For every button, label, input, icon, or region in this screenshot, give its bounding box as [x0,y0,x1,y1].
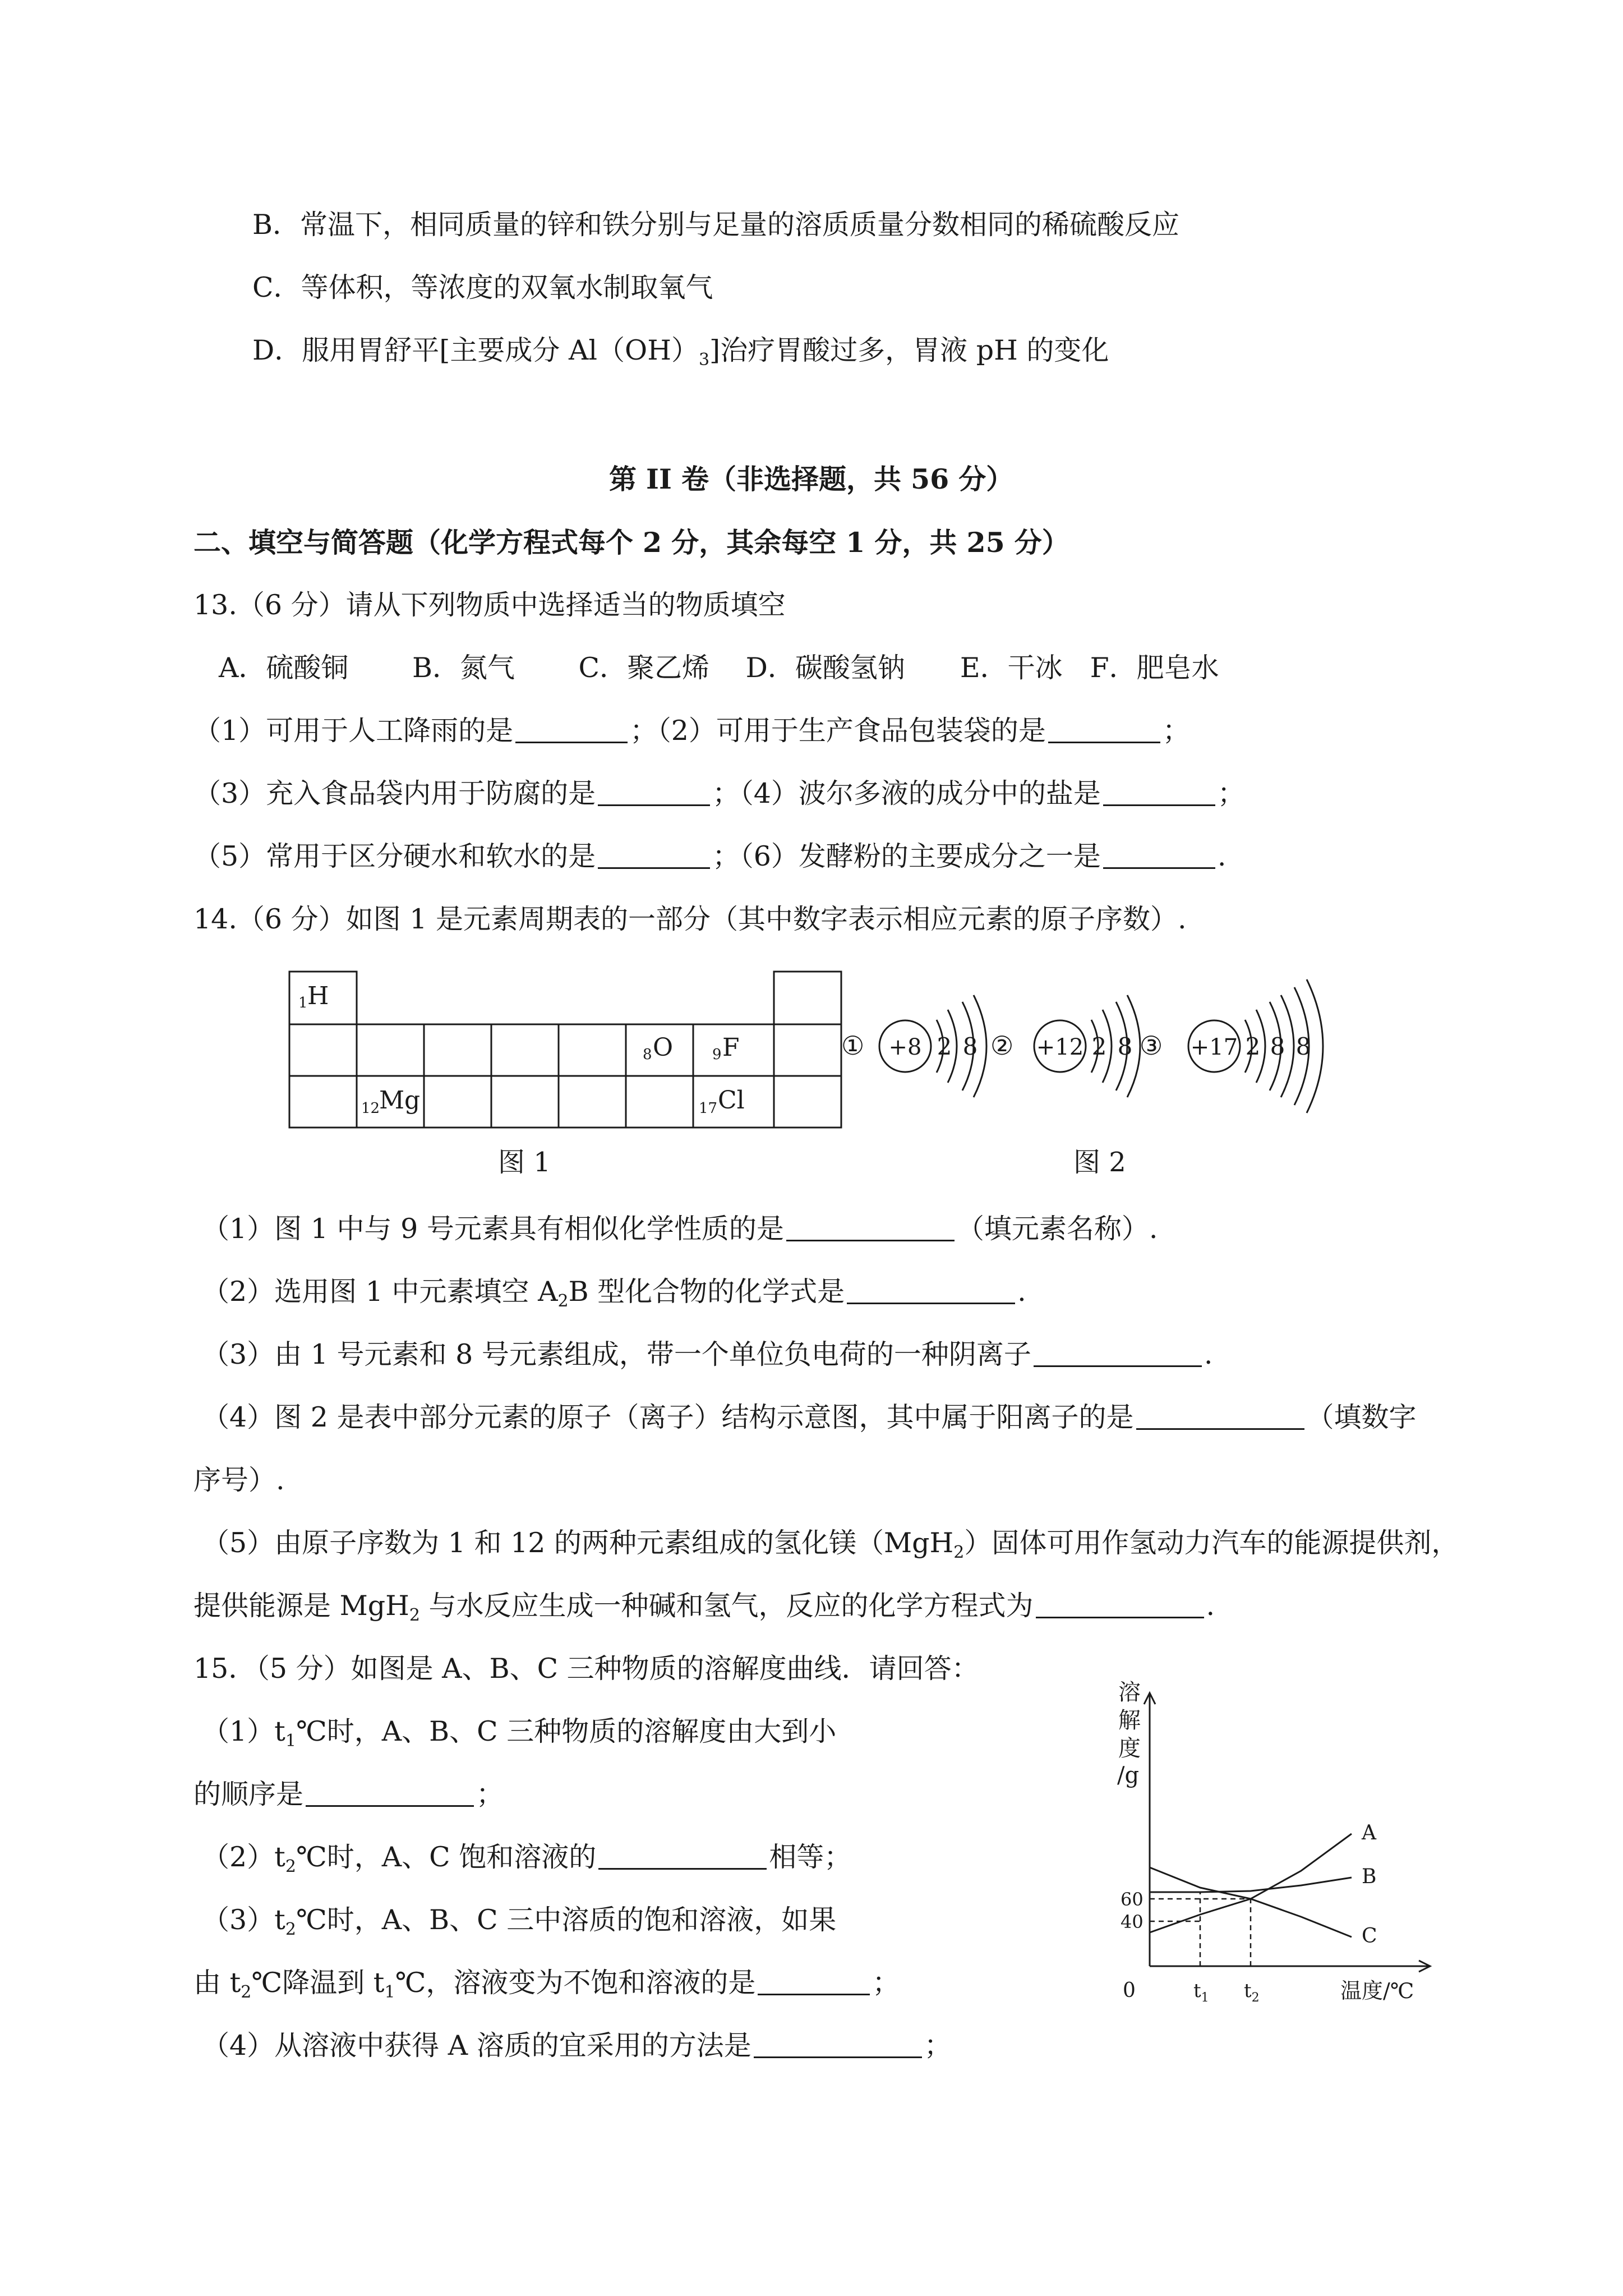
q13-item6: ；（6）发酵粉的主要成分之一是 [712,840,1101,872]
q14-sub4 [202,1401,1417,1434]
q13-stem: 13.（6 分）请从下列物质中选择适当的物质填空 [193,589,786,621]
q13-item6-end: . [1217,840,1227,872]
solubility-chart-svg [1116,1672,1475,2019]
x-tick-label: $t_2$ [1244,1980,1260,2005]
q15-sub3-cont-subscript2: 1 [384,1982,395,2002]
y-tick-label: 40 [1121,1911,1144,1932]
figure-2-atom-diagrams [841,954,1346,1178]
answer-blank[interactable] [598,780,710,806]
nucleus-3-charge: +17 [1190,1034,1238,1060]
q15-sub3-cont-subscript1: 2 [241,1982,252,2002]
h-atomic-number: 1 [298,995,308,1011]
diagram-marker-2: ② [990,1030,1014,1061]
shell-electrons: 8 [1117,1033,1133,1060]
q14-sub5-end: . [1206,1590,1215,1622]
q15-sub1-end: ； [476,1778,504,1810]
q15-sub3-end: ； [872,1967,900,1999]
q14-sub1-note: （填元素名称）. [956,1213,1158,1245]
series-B-label: B [1362,1865,1377,1888]
q14-sub4-note: （填数字 [1306,1401,1417,1433]
answer-blank[interactable] [1103,780,1215,806]
q14-sub2-text2: B 型化合物的化学式是 [568,1276,845,1308]
y-axis-label-char: 溶 [1118,1680,1141,1705]
o-atomic-number: 8 [643,1046,652,1063]
q14-sub3-text: （3）由 1 号元素和 8 号元素组成，带一个单位负电荷的一种阴离子 [202,1338,1031,1370]
y-axis-label-char: 解 [1118,1708,1141,1733]
q14-sub4-text: （4）图 2 是表中部分元素的原子（离子）结构示意图，其中属于阳离子的是 [202,1401,1134,1433]
q15-sub2 [202,1841,851,1874]
q14-sub2 [202,1275,1026,1309]
q14-stem: 14.（6 分）如图 1 是元素周期表的一部分（其中数字表示相应元素的原子序数）. [193,903,1187,935]
answer-blank[interactable] [1048,717,1160,743]
shell-electrons: 8 [962,1033,978,1060]
q13-item4: ；（4）波尔多液的成分中的盐是 [712,777,1101,809]
q15-sub3-subscript: 2 [285,1920,296,1939]
q15-sub1-text: （1）t [202,1715,285,1747]
q13-item4-end: ； [1217,777,1245,809]
q15-sub2-subscript: 2 [285,1857,296,1876]
chart-origin: 0 [1123,1979,1136,2002]
answer-blank[interactable] [847,1278,1015,1304]
series-A-label: A [1362,1821,1376,1844]
option-c: C．等体积，等浓度的双氧水制取氧气 [252,272,713,303]
answer-blank[interactable] [786,1215,955,1241]
q14-sub2-text: （2）选用图 1 中元素填空 A [202,1276,558,1308]
q15-sub2-end: 相等； [769,1841,852,1873]
q14-sub5-subscript: 2 [953,1543,965,1562]
mg-symbol: Mg [379,1086,421,1115]
h-symbol: H [307,982,329,1010]
shell-electrons: 2 [1245,1033,1261,1060]
q15-sub3-cont [193,1966,900,2000]
x-tick-label: $t_1$ [1193,1980,1209,2005]
q14-sub1-text: （1）图 1 中与 9 号元素具有相似化学性质的是 [202,1213,784,1245]
q15-sub1-text2: ℃时，A、B、C 三种物质的溶解度由大到小 [296,1715,837,1747]
q13-item2-end: ； [1162,715,1190,747]
solubility-chart [1116,1672,1475,2019]
answer-blank[interactable] [515,717,628,743]
q14-sub5-text2: ）固体可用作氢动力汽车的能源提供剂， [964,1527,1459,1559]
q15-sub1-cont [193,1778,504,1811]
y-axis-label-char: /g [1117,1763,1140,1788]
x-tick-subscript: 1 [1201,1991,1209,2005]
f-symbol: F [722,1033,740,1062]
q15-sub3 [202,1903,836,1937]
part2-heading: 二、填空与简答题（化学方程式每个 2 分，其余每空 1 分，共 25 分） [193,526,1069,559]
q15-sub3-cont-text3: ℃，溶液变为不饱和溶液的是 [395,1967,756,1999]
q15-sub3-text: （3）t [202,1904,285,1936]
q14-sub5-cont-text2: 与水反应生成一种碱和氢气，反应的化学方程式为 [419,1590,1034,1622]
q15-sub1 [202,1715,836,1749]
figure-1-caption: 图 1 [498,1147,551,1178]
shell-electrons: 8 [1270,1033,1285,1060]
option-d-post: ]治疗胃酸过多，胃液 pH 的变化 [709,334,1109,366]
nucleus-1-charge: +8 [888,1034,922,1060]
shell-electrons: 8 [1295,1033,1311,1060]
q15-sub3-cont-text2: ℃降温到 t [251,1967,385,1999]
f-atomic-number: 9 [712,1046,722,1063]
q14-sub2-subscript: 2 [557,1291,569,1311]
figure-1-periodic-table [280,965,847,1178]
q14-sub5-cont [193,1589,1215,1623]
shell-electrons: 2 [937,1033,952,1060]
q13-item5: （5）常用于区分硬水和软水的是 [193,840,596,872]
cl-atomic-number: 17 [699,1100,718,1117]
q14-sub2-end: . [1017,1276,1026,1308]
q13-item2: ；（2）可用于生产食品包装袋的是 [630,715,1046,747]
diagram-marker-1: ① [841,1030,865,1061]
option-d-pre: D．服用胃舒平[主要成分 Al（OH） [252,334,699,366]
q15-sub3-text2: ℃时，A、B、C 三中溶质的饱和溶液，如果 [296,1904,837,1936]
q14-sub5 [202,1526,1459,1560]
option-b: B．常温下，相同质量的锌和铁分别与足量的溶质质量分数相同的稀硫酸反应 [252,209,1180,241]
o-symbol: O [653,1033,674,1062]
q15-stem: 15．（5 分）如图是 A、B、C 三种物质的溶解度曲线．请回答： [193,1653,979,1685]
x-axis-label: 温度/℃ [1340,1978,1414,2003]
answer-blank[interactable] [306,1780,474,1807]
q13-choices: A．硫酸铜 B．氮气 C．聚乙烯 D．碳酸氢钠 E．干冰 F．肥皂水 [219,652,1219,684]
q14-sub5-cont-text: 提供能源是 MgH [193,1590,409,1622]
q15-sub4-text: （4）从溶液中获得 A 溶质的宜采用的方法是 [202,2030,751,2062]
answer-blank[interactable] [598,1843,767,1870]
cl-symbol: Cl [718,1086,745,1115]
q14-sub3 [202,1338,1212,1372]
q15-sub4-end: ； [924,2030,952,2062]
option-d-sub: 3 [698,350,710,370]
answer-blank[interactable] [754,2032,922,2058]
q13-line1 [193,714,1190,748]
q14-sub4-cont: 序号）. [193,1464,285,1496]
y-axis-label-char: 度 [1118,1736,1141,1761]
answer-blank[interactable] [1034,1341,1202,1367]
nucleus-2-charge: +12 [1036,1034,1084,1060]
q13-item1: （1）可用于人工降雨的是 [193,715,514,747]
q13-line2 [193,777,1245,811]
q15-sub1-subscript: 1 [285,1731,296,1751]
y-tick-label: 60 [1121,1889,1144,1910]
answer-blank[interactable] [758,1969,870,1995]
q13-item3: （3）充入食品袋内用于防腐的是 [193,777,596,809]
volume-title: 第 II 卷（非选择题，共 56 分） [609,463,1014,495]
q14-sub5-cont-subscript: 2 [409,1605,420,1625]
q15-sub2-text2: ℃时，A、C 饱和溶液的 [296,1841,597,1873]
series-C-label: C [1362,1925,1377,1948]
answer-blank[interactable] [1036,1592,1204,1618]
option-d [252,334,1109,370]
q14-sub1 [202,1212,1158,1246]
answer-blank[interactable] [598,843,710,869]
q15-sub4 [202,2029,952,2063]
mg-atomic-number: 12 [361,1100,380,1117]
q15-sub2-text: （2）t [202,1841,285,1873]
answer-blank[interactable] [1103,843,1215,869]
q13-line3 [193,840,1226,873]
figure-2-caption: 图 2 [1073,1147,1126,1178]
q15-sub3-cont-text: 由 t [193,1967,241,1999]
q14-sub5-text: （5）由原子序数为 1 和 12 的两种元素组成的氢化镁（MgH [202,1527,954,1559]
shell-electrons: 2 [1091,1033,1107,1060]
q14-sub3-end: . [1204,1338,1213,1370]
q15-sub1-cont-text: 的顺序是 [193,1778,304,1810]
diagram-marker-3: ③ [1140,1030,1163,1061]
answer-blank[interactable] [1136,1404,1304,1430]
x-tick-subscript: 2 [1251,1991,1260,2005]
